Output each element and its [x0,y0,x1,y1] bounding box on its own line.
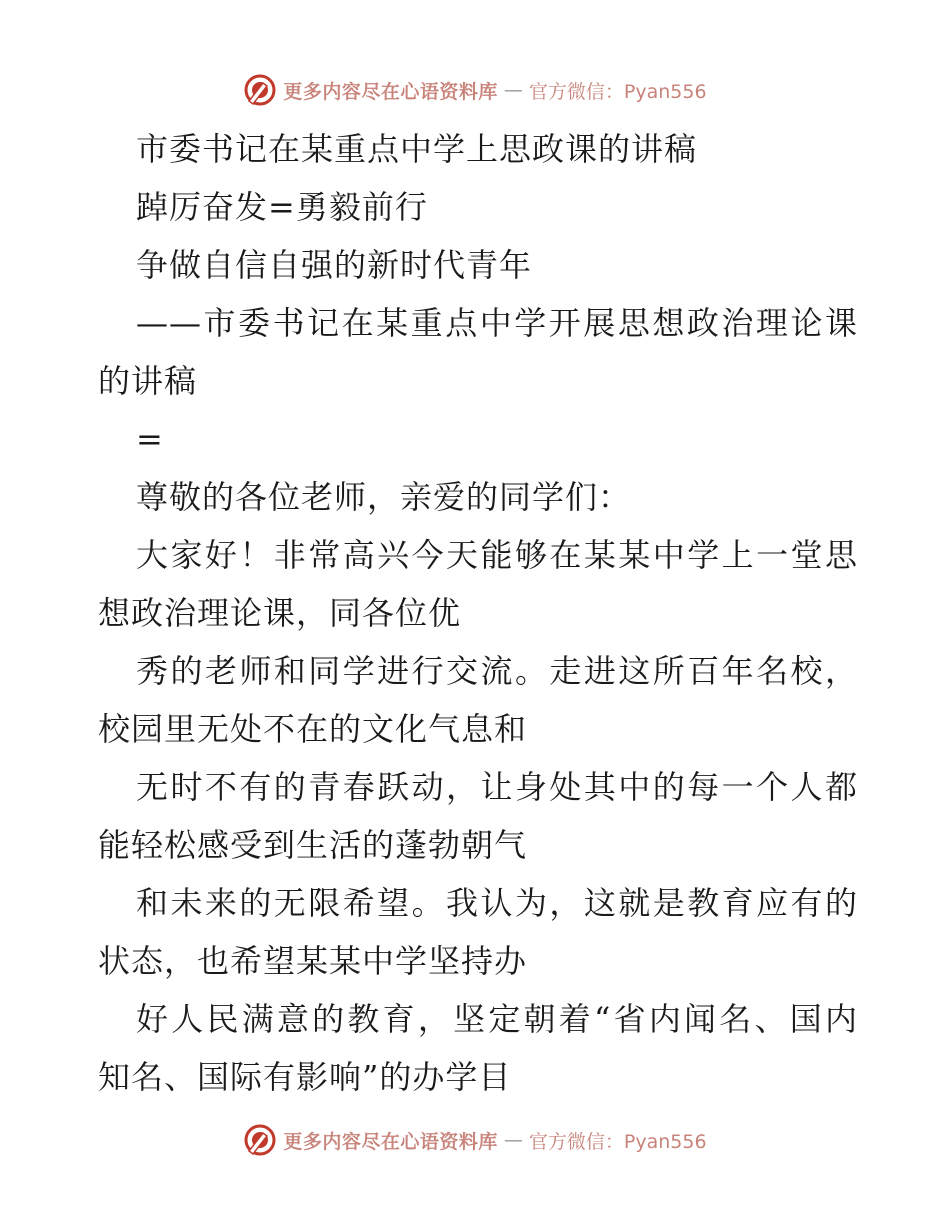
paragraph-line: 校园里无处不在的文化气息和 [98,710,528,748]
salutation: 尊敬的各位老师，亲爱的同学们： [136,478,632,516]
paragraph-line: 状态，也希望某某中学坚持办 [98,942,528,980]
banner-separator: — [503,1129,523,1151]
banner-separator: — [503,79,523,101]
footer-watermark-banner [0,1120,950,1160]
paragraph-line: 知名、国际有影响”的办学目 [98,1058,512,1096]
paragraph-line: 秀的老师和同学进行交流。走进这所百年名校， [136,652,858,690]
document-title: 市委书记在某重点中学上思政课的讲稿 [136,130,698,168]
pen-logo-icon [243,73,277,107]
subtitle-line-1: ——市委书记在某重点中学开展思想政治理论课 [136,304,858,342]
paragraph-line: 和未来的无限希望。我认为，这就是教育应有的 [136,884,858,922]
paragraph-line: 能轻松感受到生活的蓬勃朝气 [98,826,528,864]
document-body [98,120,858,1106]
pen-logo-icon [243,1123,277,1157]
subtitle-line-2: 的讲稿 [98,362,198,400]
paragraph-line: 好人民满意的教育，坚定朝着“省内闻名、国内 [136,1000,858,1038]
banner-brand-text: 更多内容尽在心语资料库 [283,1130,498,1153]
banner-brand-text: 更多内容尽在心语资料库 [283,80,498,103]
paragraph-line: 无时不有的青春跃动，让身处其中的每一个人都 [136,768,858,806]
header-watermark-banner [0,70,950,110]
banner-contact-text: 官方微信：Pyan556 [528,1130,707,1153]
banner-contact-text: 官方微信：Pyan556 [528,80,707,103]
separator-mark: = [136,420,164,458]
title-line-3: 争做自信自强的新时代青年 [136,246,533,284]
title-line-2: 踔厉奋发=勇毅前行 [136,188,428,226]
paragraph-line: 大家好！非常高兴今天能够在某某中学上一堂思 [136,536,858,574]
paragraph-line: 想政治理论课，同各位优 [98,594,462,632]
